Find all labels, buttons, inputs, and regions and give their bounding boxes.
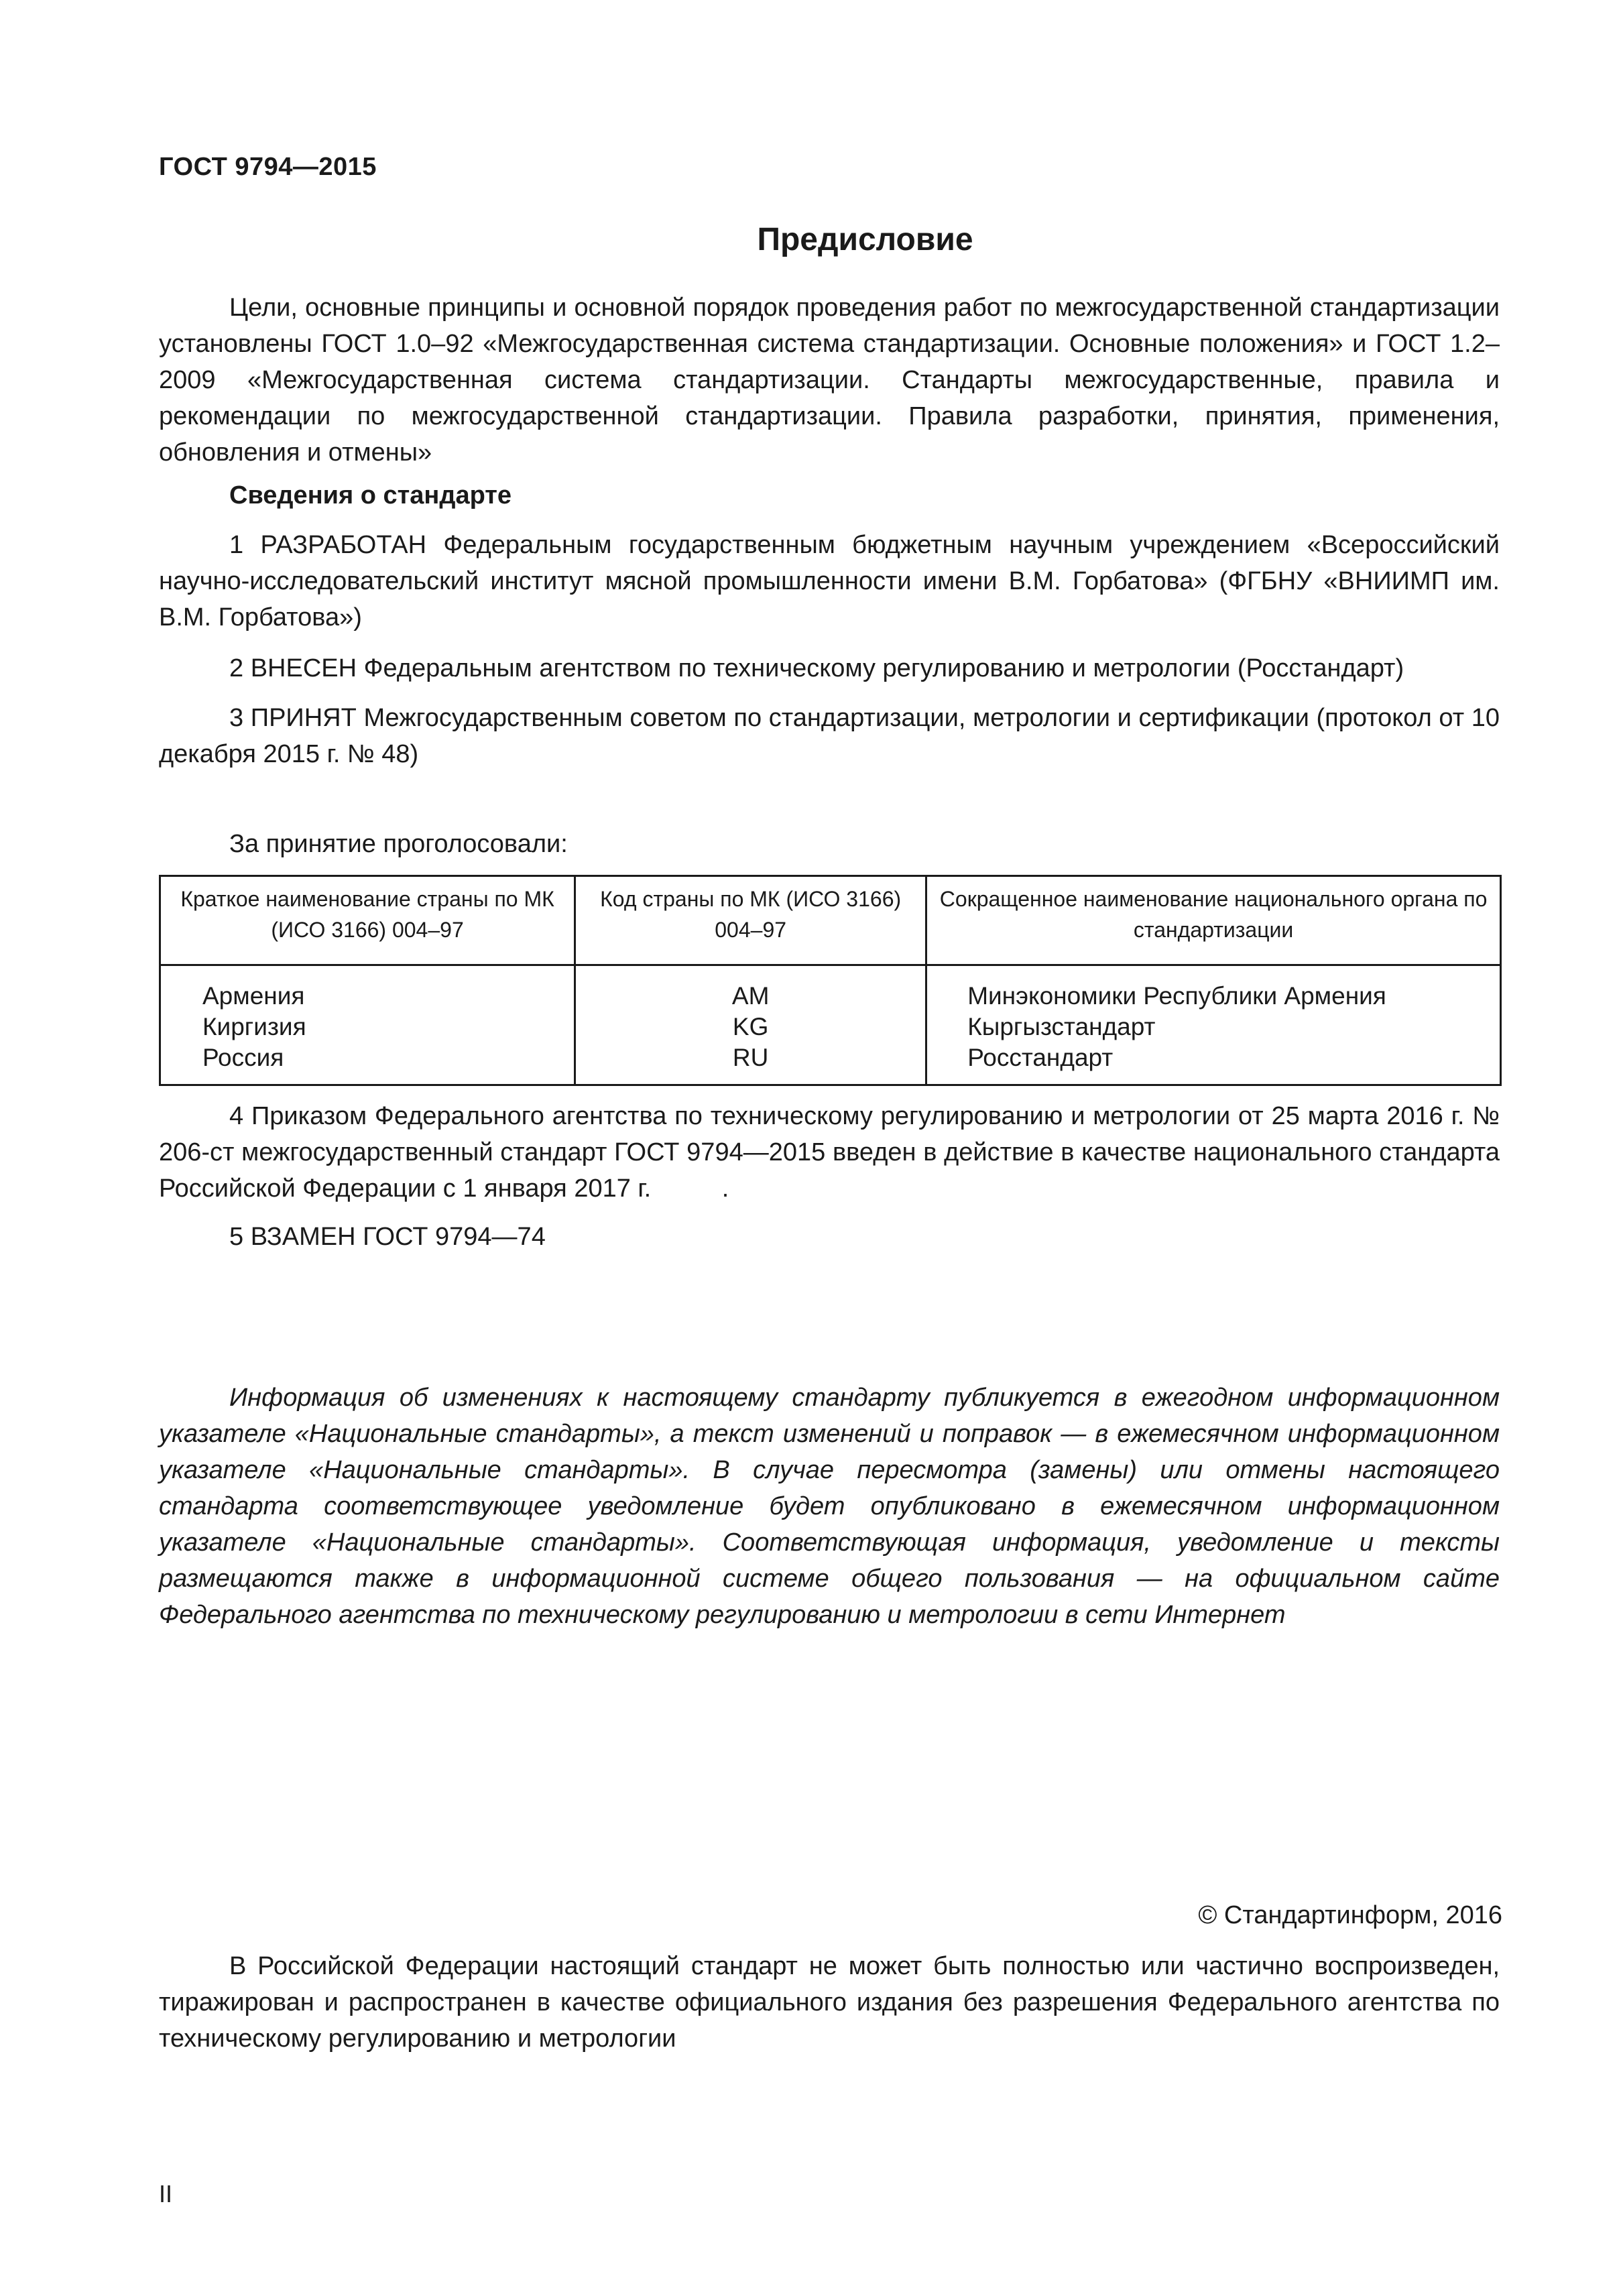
rights-block <box>159 1948 1500 2057</box>
votes-caption: За принятие проголосовали: <box>229 830 568 858</box>
info-heading-block <box>159 477 1500 513</box>
table-row <box>160 965 1501 1012</box>
info-heading: Сведения о стандарте <box>229 481 512 509</box>
item-1: 1 РАЗРАБОТАН Федеральным государственным бюджетным научным учреждением «Всероссийский научно-исследовательский институт мясной промышленности имени В.М. Горбатова» (ФГБНУ «ВНИИМП им. В.М. Горбатова») <box>159 531 1500 631</box>
rights-text: В Российской Федерации настоящий стандарт не может быть полностью или частично воспроизведен, тиражирован и распространен в качестве официального издания без разрешения Федерального агентства по техническому регулированию и метрологии <box>159 1952 1500 2053</box>
item-5-block <box>159 1219 1500 1255</box>
country-cell: Армения <box>160 965 575 1012</box>
table-row <box>160 1042 1501 1085</box>
page-title: Предисловие <box>757 222 973 257</box>
header-country: Краткое наименование страны по МК (ИСО 3166) 004–97 <box>160 876 575 965</box>
item-4: 4 Приказом Федерального агентства по техническому регулированию и метрологии от 25 марта 2016 г. № 206-ст межгосударственный стандарт ГОСТ 9794—2015 введен в действие в качестве национального стандарта Российской Федерации с 1 января 2017 г. . <box>159 1102 1507 1203</box>
header-body: Сокращенное наименование национального органа по стандартизации <box>926 876 1501 965</box>
table-row <box>160 1012 1501 1042</box>
body-cell: Росстандарт <box>926 1042 1501 1085</box>
intro-text: Цели, основные принципы и основной порядок проведения работ по межгосударственной стандартизации установлены ГОСТ 1.0–92 «Межгосударственная система стандартизации. Основные положения» и ГОСТ 1.2–2009 «Межгосударственная система стандартизации. Стандарты межгосударственные, правила и рекомендации по межгосударственной стандартизации. Правила разработки, принятия, применения, обновления и отмены» <box>159 294 1500 467</box>
body-cell: Кыргызстандарт <box>926 1012 1501 1042</box>
votes-table <box>159 875 1502 1086</box>
item-2-block <box>159 650 1500 686</box>
item-4-block <box>159 1098 1507 1207</box>
country-cell: Россия <box>160 1042 575 1085</box>
votes-caption-block <box>159 826 1500 862</box>
body-cell: Минэкономики Республики Армения <box>926 965 1501 1012</box>
header-code: Код страны по МК (ИСО 3166) 004–97 <box>575 876 926 965</box>
code-cell: RU <box>575 1042 926 1085</box>
copyright-line: © Стандартинформ, 2016 <box>1198 1901 1502 1929</box>
item-1-block <box>159 527 1500 636</box>
item-5: 5 ВЗАМЕН ГОСТ 9794—74 <box>229 1223 546 1251</box>
code-cell: KG <box>575 1012 926 1042</box>
notice-block <box>159 1380 1500 1633</box>
document-code: ГОСТ 9794—2015 <box>159 153 377 181</box>
page-number: II <box>159 2180 173 2208</box>
country-cell: Киргизия <box>160 1012 575 1042</box>
intro-paragraph <box>159 290 1500 471</box>
item-3-block <box>159 700 1500 772</box>
item-2: 2 ВНЕСЕН Федеральным агентством по техническому регулированию и метрологии (Росстандарт) <box>229 654 1404 682</box>
item-3: 3 ПРИНЯТ Межгосударственным советом по стандартизации, метрологии и сертификации (протокол от 10 декабря 2015 г. № 48) <box>159 704 1500 768</box>
table-header-row <box>160 876 1501 965</box>
code-cell: AM <box>575 965 926 1012</box>
notice-text: Информация об изменениях к настоящему стандарту публикуется в ежегодном информационном указателе «Национальные стандарты», а текст изменений и поправок — в ежемесячном информационном указателе «Национальные стандарты». В случае пересмотра (замены) или отмены настоящего стандарта соответствующее уведомление будет опубликовано в ежемесячном информационном указателе «Национальные стандарты». Соответствующая информация, уведомление и тексты размещаются также в информационной системе общего пользования — на официальном сайте Федерального агентства по техническому регулированию и метрологии в сети Интернет <box>159 1384 1500 1629</box>
